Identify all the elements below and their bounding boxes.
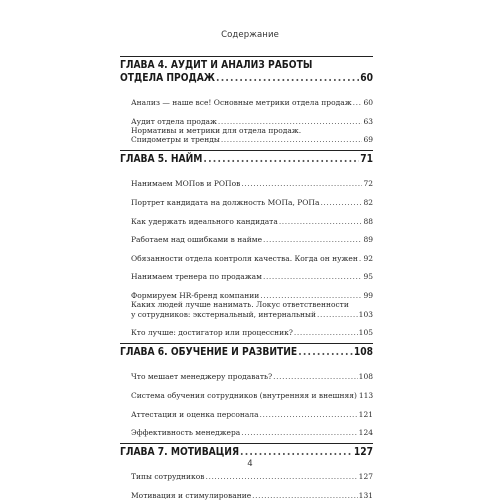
toc-entry[interactable]	[131, 89, 373, 108]
page-number: 127	[353, 446, 373, 458]
toc-entry[interactable]	[131, 400, 373, 419]
running-head: Содержание	[221, 30, 279, 40]
toc-entry[interactable]	[131, 300, 373, 319]
toc-entry[interactable]	[131, 170, 373, 189]
page-number: 113	[358, 390, 374, 400]
page-folio: 4	[247, 459, 253, 469]
toc-entry[interactable]	[131, 245, 373, 264]
chapter-title[interactable]	[120, 447, 373, 460]
toc-entry[interactable]	[131, 207, 373, 226]
dot-leader	[240, 447, 353, 460]
chapter-entries	[120, 89, 373, 146]
page-number: 108	[358, 372, 373, 382]
entry-title: Система обучения сотрудников (внутренняя и внешняя)	[131, 390, 357, 400]
page-number: 88	[363, 216, 373, 226]
dot-leader	[263, 235, 362, 244]
page-number: 127	[358, 472, 373, 482]
entry-title: Аудит отдела продаж	[131, 116, 217, 126]
entry-title: Что мешает менеджеру продавать?	[131, 372, 273, 382]
entry-title: Спидометры и тренды	[131, 135, 220, 145]
page-number: 99	[363, 291, 373, 301]
dot-leader	[252, 491, 358, 500]
dot-leader	[263, 272, 362, 281]
entry-line1: Каких людей лучше нанимать. Локус ответственности	[131, 300, 349, 310]
page-number: 72	[363, 179, 373, 189]
entry-title: Портрет кандидата на должность МОПа, РОПа	[131, 198, 320, 208]
entry-title: у сотрудников: экстернальный, интернальный	[131, 309, 317, 319]
chapter-5	[120, 150, 373, 339]
toc-entry[interactable]	[131, 282, 373, 301]
entry-title: Типы сотрудников	[131, 472, 205, 482]
toc-entry[interactable]	[131, 263, 373, 282]
page-number: 60	[360, 72, 373, 84]
entry-title: Анализ — наше все! Основные метрики отдела продаж	[131, 98, 352, 108]
chapter-6	[120, 343, 373, 439]
chapter-4	[120, 56, 373, 146]
toc-entry[interactable]	[131, 126, 373, 145]
entry-title: Обязанности отдела контроля качества. Когда он нужен	[131, 253, 358, 263]
entry-title: Нанимаем МОПов и РОПов	[131, 179, 241, 189]
dot-leader	[279, 217, 363, 226]
dot-leader	[320, 198, 362, 207]
chapter-title[interactable]	[120, 347, 373, 360]
entry-line1: Нормативы и метрики для отдела продаж.	[131, 126, 302, 136]
page-number: 89	[363, 235, 373, 245]
entry-title: Кто лучше: достигатор или процессник?	[131, 328, 293, 338]
toc-entry[interactable]	[131, 189, 373, 208]
entry-title: Эффективность менеджера	[131, 428, 241, 438]
page-number: 108	[353, 346, 373, 358]
dot-leader	[241, 428, 357, 437]
page-number: 124	[358, 428, 373, 438]
dot-leader	[221, 135, 363, 144]
entry-title: Мотивация и стимулирование	[131, 490, 252, 500]
chapter-title[interactable]	[120, 60, 373, 85]
toc-entry[interactable]	[131, 226, 373, 245]
chapter-title-line2: ГЛАВА 7. МОТИВАЦИЯ	[120, 446, 240, 458]
toc-entry[interactable]	[131, 108, 373, 127]
page-number: 105	[358, 328, 373, 338]
table-of-contents	[120, 56, 373, 500]
dot-leader	[218, 117, 363, 126]
toc-entry[interactable]	[131, 482, 373, 500]
dot-leader	[260, 291, 362, 300]
page-number: 92	[363, 253, 373, 263]
chapter-title-line1: ГЛАВА 4. АУДИТ И АНАЛИЗ РАБОТЫ	[120, 60, 313, 71]
page-number: 71	[360, 153, 373, 165]
toc-entry[interactable]	[131, 382, 373, 401]
dot-leader	[203, 154, 359, 167]
dot-leader	[359, 254, 363, 263]
page-number: 60	[363, 98, 373, 108]
chapter-title-line2: ГЛАВА 5. НАЙМ	[120, 153, 203, 165]
chapter-title-line2: ОТДЕЛА ПРОДАЖ	[120, 72, 216, 84]
entry-title: Формируем HR-бренд компании	[131, 291, 260, 301]
chapter-entries	[120, 363, 373, 438]
dot-leader	[298, 347, 353, 360]
page-number: 121	[358, 409, 373, 419]
toc-entry[interactable]	[131, 319, 373, 338]
chapter-title-line2: ГЛАВА 6. ОБУЧЕНИЕ И РАЗВИТИЕ	[120, 346, 298, 358]
chapter-entries	[120, 170, 373, 338]
entry-title: Как удержать идеального кандидата	[131, 216, 278, 226]
page-number: 82	[363, 198, 373, 208]
dot-leader	[205, 472, 357, 481]
entry-title: Нанимаем тренера по продажам	[131, 272, 262, 282]
page-number: 131	[358, 490, 373, 500]
toc-entry[interactable]	[131, 419, 373, 438]
toc-entry[interactable]	[131, 363, 373, 382]
dot-leader	[241, 179, 362, 188]
dot-leader	[294, 328, 358, 337]
dot-leader	[273, 372, 358, 381]
dot-leader	[317, 310, 358, 319]
entry-title: Работаем над ошибками в найме	[131, 235, 263, 245]
page-number: 103	[358, 309, 373, 319]
chapter-title[interactable]	[120, 154, 373, 167]
page-number: 95	[363, 272, 373, 282]
page-number: 69	[363, 135, 373, 145]
entry-title: Аттестация и оценка персонала	[131, 409, 259, 419]
dot-leader	[353, 98, 363, 107]
dot-leader	[216, 73, 359, 86]
chapter-7	[120, 443, 373, 500]
page-number: 63	[363, 116, 373, 126]
dot-leader	[260, 410, 358, 419]
